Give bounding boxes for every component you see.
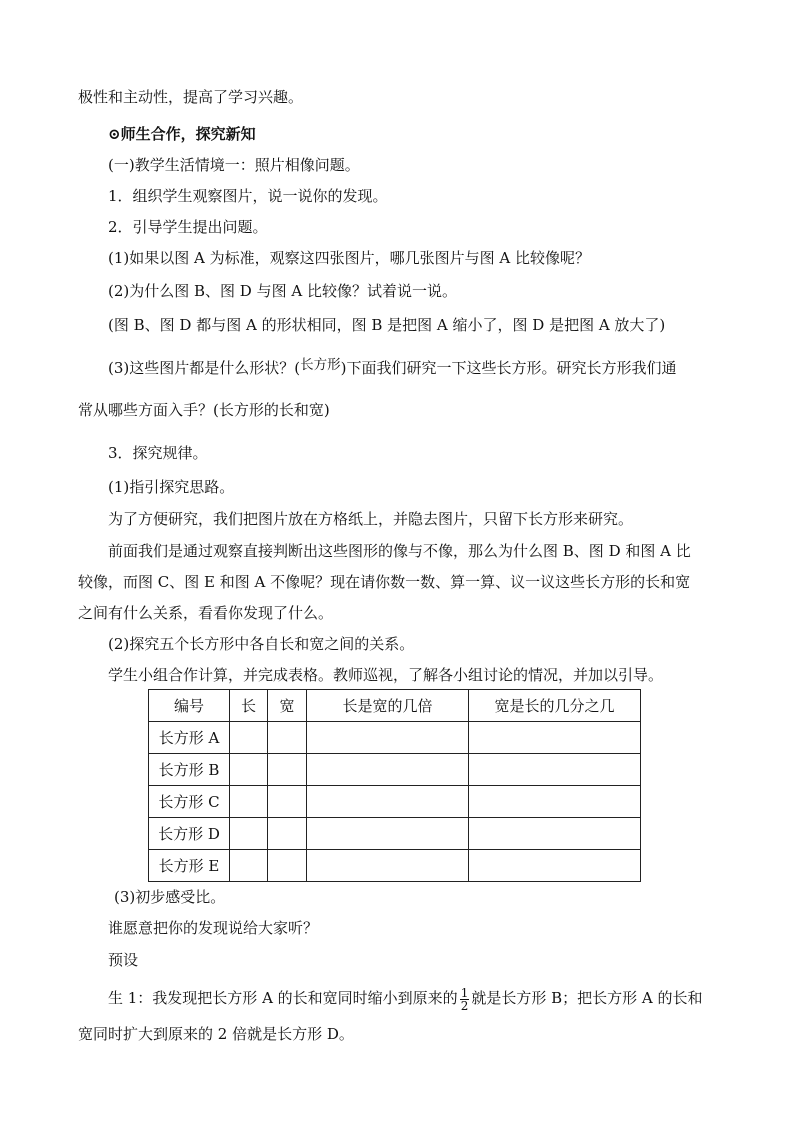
empty-cell: [307, 818, 469, 850]
empty-cell: [268, 786, 307, 818]
empty-cell: [307, 850, 469, 882]
empty-cell: [230, 722, 268, 754]
text-line: (3)初步感受比。: [114, 888, 226, 906]
row-label: 长方形 C: [149, 786, 230, 818]
empty-cell: [268, 754, 307, 786]
table-header-row: [149, 690, 641, 722]
comparison-table-wrap: [148, 689, 641, 882]
header-cell: 长是宽的几倍: [307, 690, 469, 722]
empty-cell: [230, 818, 268, 850]
text-line: [108, 985, 703, 1012]
empty-cell: [307, 722, 469, 754]
text-line: 谁愿意把你的发现说给大家听？: [108, 919, 319, 937]
text-line: 预设: [108, 951, 139, 969]
row-label: 长方形 A: [149, 722, 230, 754]
empty-cell: [469, 818, 641, 850]
row-label: 长方形 B: [149, 754, 230, 786]
text-segment: 就是长方形 B；把长方形 A 的长和: [471, 989, 703, 1007]
table-row: [149, 786, 641, 818]
text-line: (一)教学生活情境一：照片相像问题。: [108, 156, 360, 174]
empty-cell: [307, 786, 469, 818]
header-cell: 编号: [149, 690, 230, 722]
empty-cell: [469, 850, 641, 882]
empty-cell: [469, 722, 641, 754]
text-line: (图 B、图 D 都与图 A 的形状相同，图 B 是把图 A 缩小了，图 D 是把图 A 放大了): [108, 316, 666, 334]
text-line: 1．组织学生观察图片，说一说你的发现。: [108, 187, 388, 205]
empty-cell: [268, 850, 307, 882]
text-line: 极性和主动性，提高了学习兴趣。: [78, 88, 304, 106]
text-segment: 生 1：我发现把长方形 A 的长和宽同时缩小到原来的: [108, 989, 458, 1007]
comparison-table: [148, 689, 641, 882]
text-line: 为了方便研究，我们把图片放在方格纸上，并隐去图片，只留下长方形来研究。: [108, 510, 634, 528]
text-line: [108, 358, 676, 379]
table-row: [149, 818, 641, 850]
empty-cell: [268, 722, 307, 754]
text-line: 较像，而图 C、图 E 和图 A 不像呢？现在请你数一数、算一算、议一议这些长方形的长和宽: [78, 573, 691, 591]
answer-inline: 长方形: [300, 357, 341, 373]
text-line: 3．探究规律。: [108, 444, 208, 462]
fraction-one-half: [460, 987, 470, 1012]
empty-cell: [469, 786, 641, 818]
text-line: (2)为什么图 B、图 D 与图 A 比较像？试着说一说。: [108, 282, 457, 300]
row-label: 长方形 D: [149, 818, 230, 850]
text-segment: )下面我们研究一下这些长方形。研究长方形我们通: [340, 359, 677, 377]
header-cell: 长: [230, 690, 268, 722]
empty-cell: [230, 754, 268, 786]
section-heading: ⊙师生合作，探究新知: [108, 125, 256, 143]
text-line: (2)探究五个长方形中各自长和宽之间的关系。: [108, 635, 415, 653]
empty-cell: [307, 754, 469, 786]
text-line: 前面我们是通过观察直接判断出这些图形的像与不像，那么为什么图 B、图 D 和图 A 比: [108, 542, 691, 560]
text-line: 学生小组合作计算，并完成表格。教师巡视，了解各小组讨论的情况，并加以引导。: [108, 666, 664, 684]
empty-cell: [268, 818, 307, 850]
text-line: 常从哪些方面入手？(长方形的长和宽): [78, 401, 330, 419]
text-line: 之间有什么关系，看看你发现了什么。: [78, 604, 334, 622]
text-segment: (3)这些图片都是什么形状？(: [108, 359, 301, 377]
empty-cell: [230, 850, 268, 882]
empty-cell: [469, 754, 641, 786]
text-line: (1)指引探究思路。: [108, 478, 235, 496]
row-label: 长方形 E: [149, 850, 230, 882]
text-line: 宽同时扩大到原来的 2 倍就是长方形 D。: [78, 1025, 354, 1043]
text-line: 2．引导学生提出问题。: [108, 218, 268, 236]
table-row: [149, 722, 641, 754]
fraction-numerator: 1: [460, 985, 469, 1000]
table-row: [149, 850, 641, 882]
text-line: (1)如果以图 A 为标准，观察这四张图片，哪几张图片与图 A 比较像呢？: [108, 249, 590, 267]
empty-cell: [230, 786, 268, 818]
table-row: [149, 754, 641, 786]
header-cell: 宽: [268, 690, 307, 722]
fraction-denominator: 2: [460, 998, 469, 1013]
header-cell: 宽是长的几分之几: [469, 690, 641, 722]
